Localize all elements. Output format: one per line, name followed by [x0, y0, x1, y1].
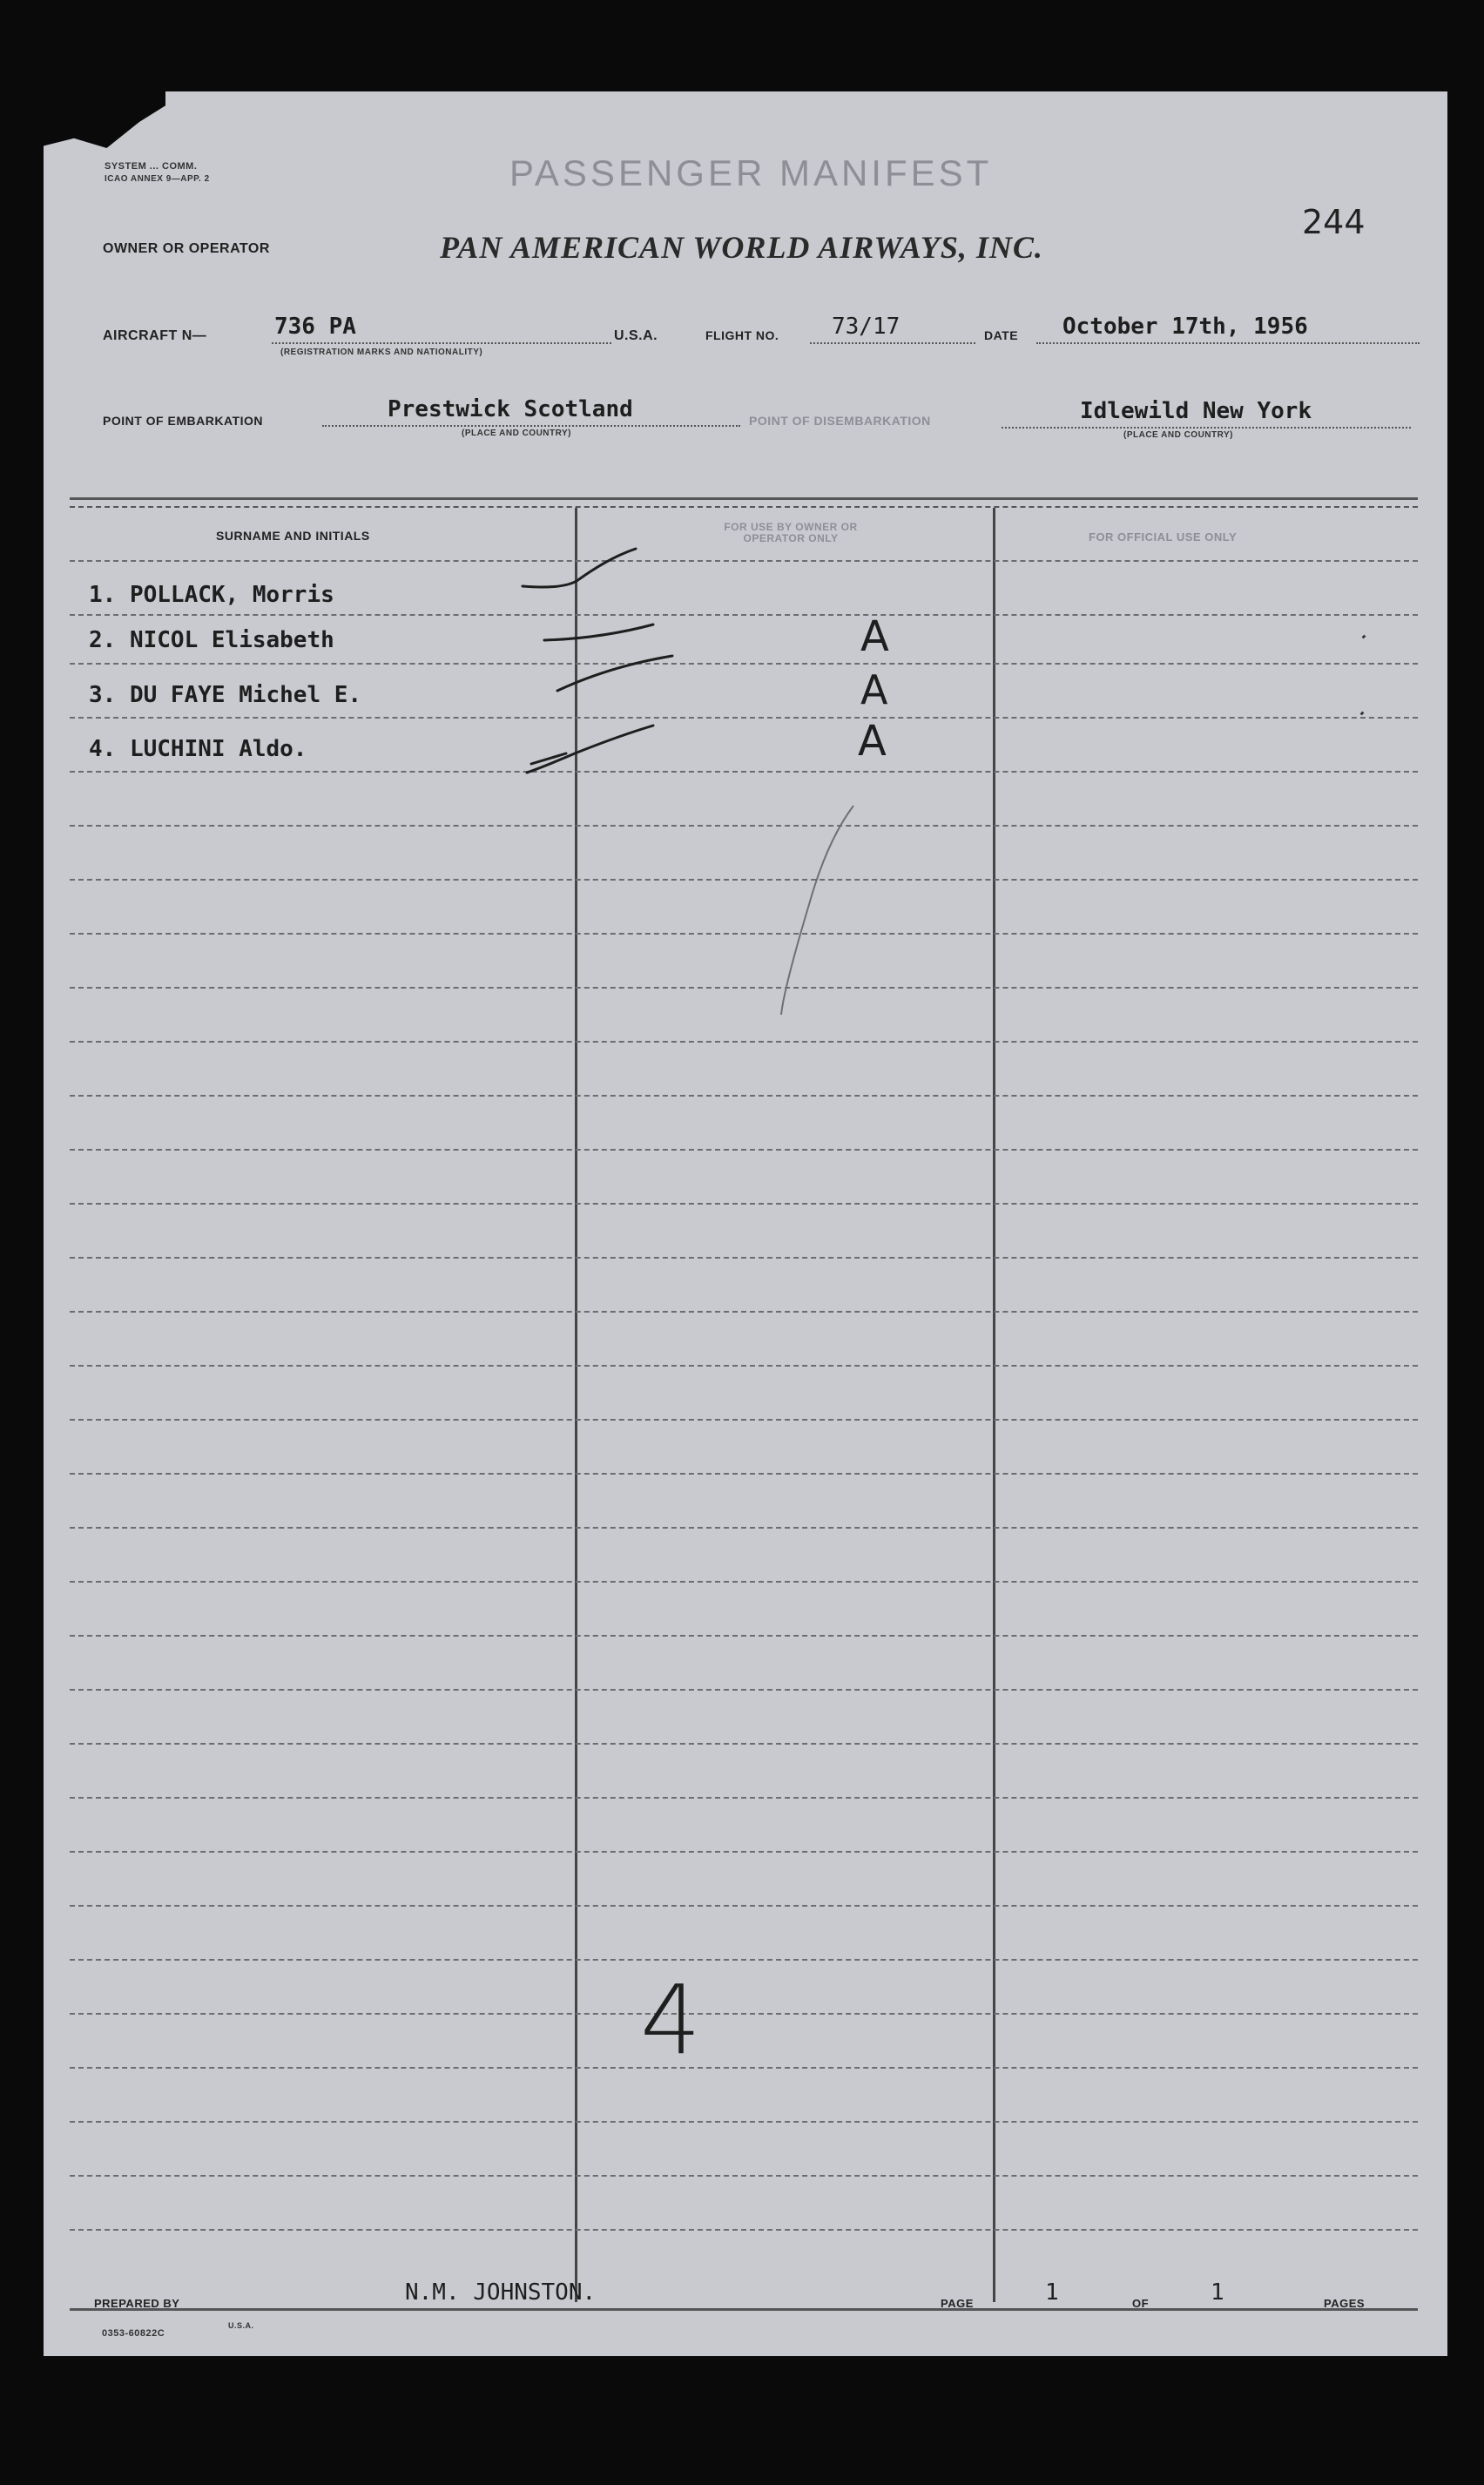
embarkation-label: POINT OF EMBARKATION	[103, 414, 263, 428]
owner-value: PAN AMERICAN WORLD AIRWAYS, INC.	[440, 230, 1043, 265]
flight-value: 73/17	[832, 314, 901, 340]
page-value: 1	[1045, 2279, 1059, 2306]
prepared-by-label: PREPARED BY	[94, 2297, 180, 2310]
column-header-owner-use: FOR USE BY OWNER OR OPERATOR ONLY	[724, 521, 858, 544]
check-mark	[544, 625, 653, 640]
handwritten-check-marks	[44, 91, 1447, 2356]
aircraft-label: AIRCRAFT N—	[103, 328, 207, 343]
page-label: PAGE	[941, 2297, 974, 2310]
passenger-name: NICOL Elisabeth	[129, 627, 334, 653]
handwritten-mark: A	[860, 666, 888, 713]
dot-mark	[1361, 712, 1363, 714]
check-mark	[557, 656, 672, 691]
form-number: 0353-60822C	[102, 2328, 165, 2339]
passenger-name: DU FAYE Michel E.	[129, 682, 362, 708]
aircraft-value: 736 PA	[274, 314, 356, 340]
disembarkation-value: Idlewild New York	[1080, 398, 1312, 424]
of-underline	[1167, 2309, 1315, 2311]
form-code-line2: ICAO ANNEX 9—APP. 2	[105, 174, 210, 184]
check-mark	[523, 549, 636, 587]
handwritten-mark: A	[860, 612, 889, 661]
disembarkation-label: POINT OF DISEMBARKATION	[749, 414, 931, 428]
page-title: PASSENGER MANIFEST	[509, 152, 993, 193]
aircraft-caption: (REGISTRATION MARKS AND NATIONALITY)	[280, 348, 483, 357]
owner-label: OWNER OR OPERATOR	[103, 241, 270, 256]
passenger-number: 2.	[89, 627, 117, 653]
form-code-line1: SYSTEM ... COMM.	[105, 161, 198, 172]
prepared-by-underline	[200, 2309, 967, 2311]
disembarkation-caption: (PLACE AND COUNTRY)	[1123, 430, 1233, 440]
passenger-number: 3.	[89, 682, 117, 708]
printer-mark: U.S.A.	[228, 2321, 254, 2330]
date-label: DATE	[984, 328, 1019, 342]
column-header-surname: SURNAME AND INITIALS	[216, 529, 370, 543]
handwritten-mark: A	[858, 717, 887, 766]
embarkation-caption: (PLACE AND COUNTRY)	[462, 429, 571, 438]
date-value: October 17th, 1956	[1062, 314, 1308, 340]
flight-label: FLIGHT NO.	[705, 328, 779, 342]
handwritten-page-number: 244	[1302, 203, 1366, 241]
handwritten-total: 4	[640, 1964, 701, 2076]
of-label: OF	[1132, 2297, 1150, 2310]
column-header-official-use: FOR OFFICIAL USE ONLY	[1089, 530, 1238, 544]
prepared-by-value: N.M. JOHNSTON.	[405, 2279, 597, 2306]
embarkation-value: Prestwick Scotland	[388, 396, 633, 422]
check-mark	[527, 726, 653, 773]
of-value: 1	[1211, 2279, 1224, 2306]
pencil-stroke	[781, 806, 853, 1015]
passenger-name: POLLACK, Morris	[129, 582, 334, 608]
passenger-number: 4.	[89, 736, 117, 762]
pages-label: PAGES	[1324, 2297, 1366, 2310]
manifest-page	[44, 91, 1447, 2356]
dot-mark	[1363, 636, 1365, 638]
passenger-name: LUCHINI Aldo.	[129, 736, 307, 762]
usa-label: U.S.A.	[614, 328, 658, 343]
passenger-number: 1.	[89, 582, 117, 608]
page-underline	[993, 2309, 1123, 2311]
